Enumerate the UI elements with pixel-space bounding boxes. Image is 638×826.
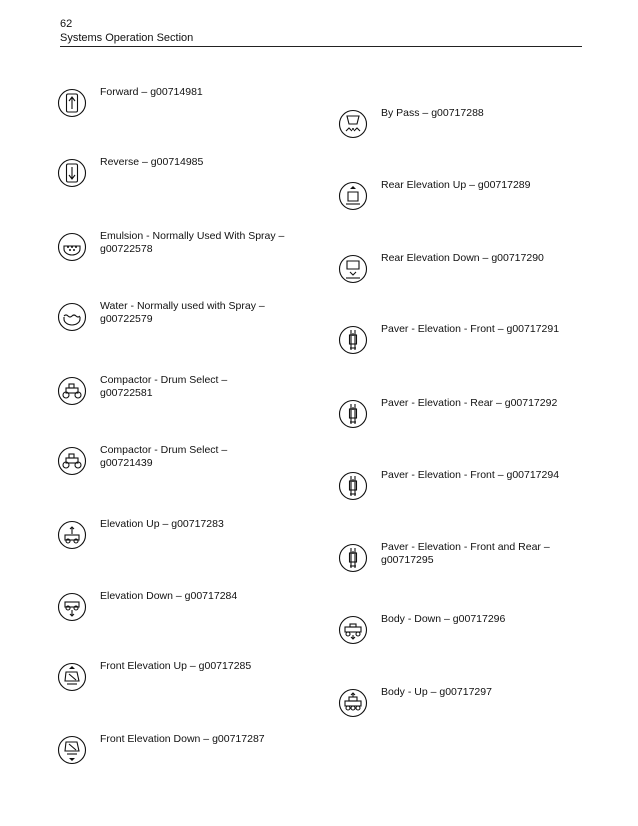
caption-separator: – <box>275 230 285 242</box>
caption-ref: g00717285 <box>198 660 252 672</box>
caption-ref: g00717296 <box>452 613 506 625</box>
caption-ref: g00717290 <box>491 252 544 264</box>
symbol-caption-compactor-drum-select <box>100 444 227 470</box>
caption-separator: – <box>186 660 199 672</box>
caption-ref: g00722579 <box>100 313 153 325</box>
symbol-caption-paver-elevation-front-and-rear <box>381 541 550 567</box>
symbol-caption-paver-elevation-front <box>381 323 559 336</box>
caption-separator: – <box>466 179 478 191</box>
caption-ref: g00717292 <box>504 397 558 409</box>
rear-elevation-down-icon <box>338 254 368 284</box>
paver-elevation-icon <box>338 325 368 355</box>
elevation-up-icon <box>57 520 87 550</box>
symbol-caption-elevation-up <box>100 518 224 531</box>
paver-elevation-icon <box>338 399 368 429</box>
caption-text: Paver - Elevation - Front <box>381 469 495 481</box>
compactor-drum-icon <box>57 376 87 406</box>
caption-text: Body - Down <box>381 613 442 625</box>
caption-separator: – <box>172 590 185 602</box>
caption-ref: g00717294 <box>506 469 560 481</box>
body-up-icon <box>338 688 368 718</box>
compactor-drum-icon <box>57 446 87 476</box>
caption-text: Rear Elevation Down <box>381 252 480 264</box>
caption-ref: g00717295 <box>381 554 434 566</box>
elevation-down-icon <box>57 592 87 622</box>
symbol-caption-paver-elevation-front <box>381 469 559 482</box>
body-down-icon <box>338 615 368 645</box>
caption-ref: g00717291 <box>506 323 560 335</box>
header-rule <box>60 46 582 47</box>
caption-text: Body - Up <box>381 686 428 698</box>
caption-separator: – <box>493 397 505 409</box>
caption-text: Rear Elevation Up <box>381 179 467 191</box>
caption-ref: g00721439 <box>100 457 153 469</box>
caption-text: Paver - Elevation - Rear <box>381 397 494 409</box>
symbol-caption-front-elevation-down <box>100 733 265 746</box>
caption-text: Compactor - Drum Select <box>100 374 219 386</box>
symbol-caption-reverse <box>100 156 203 169</box>
caption-ref: g00717283 <box>171 518 224 530</box>
caption-separator: – <box>218 374 228 386</box>
caption-separator: – <box>419 107 432 119</box>
caption-separator: – <box>139 156 151 168</box>
forward-arrow-icon <box>57 88 87 118</box>
caption-text: Elevation Up <box>100 518 160 530</box>
symbol-caption-front-elevation-up <box>100 660 251 673</box>
caption-ref: g00722581 <box>100 387 153 399</box>
caption-separator: – <box>159 518 172 530</box>
caption-separator: – <box>494 323 507 335</box>
caption-text: Water - Normally used with Spray <box>100 300 256 312</box>
symbol-caption-rear-elevation-down <box>381 252 544 265</box>
symbol-caption-body-up <box>381 686 492 699</box>
page-header <box>60 17 193 45</box>
symbol-caption-emulsion-normally-used-with-spray <box>100 230 284 256</box>
symbol-caption-paver-elevation-rear <box>381 397 557 410</box>
caption-text: Front Elevation Up <box>100 660 187 672</box>
front-elevation-down-icon <box>57 735 87 765</box>
rear-elevation-up-icon <box>338 181 368 211</box>
symbol-caption-forward <box>100 86 203 99</box>
caption-ref: g00717287 <box>212 733 265 745</box>
symbol-caption-water-normally-used-with-spray <box>100 300 265 326</box>
caption-separator: – <box>200 733 213 745</box>
symbol-caption-elevation-down <box>100 590 237 603</box>
caption-separator: – <box>494 469 507 481</box>
caption-ref: g00717297 <box>439 686 492 698</box>
caption-text: Compactor - Drum Select <box>100 444 219 456</box>
symbol-caption-compactor-drum-select <box>100 374 227 400</box>
caption-ref: g00717289 <box>477 179 531 191</box>
caption-ref: g00717284 <box>184 590 238 602</box>
caption-ref: g00722578 <box>100 243 153 255</box>
caption-text: Elevation Down <box>100 590 173 602</box>
symbol-caption-by-pass <box>381 107 484 120</box>
bypass-icon <box>338 109 368 139</box>
symbol-caption-body-down <box>381 613 505 626</box>
symbol-caption-rear-elevation-up <box>381 179 530 192</box>
caption-ref: g00714985 <box>150 156 204 168</box>
section-title: Systems Operation Section <box>60 32 194 44</box>
reverse-arrow-icon <box>57 158 87 188</box>
caption-text: Reverse <box>100 156 140 168</box>
front-elevation-up-icon <box>57 662 87 692</box>
caption-ref: g00717288 <box>431 107 484 119</box>
caption-separator: – <box>540 541 550 553</box>
caption-separator: – <box>427 686 440 698</box>
caption-text: Emulsion - Normally Used With Spray <box>100 230 276 242</box>
caption-separator: – <box>218 444 228 456</box>
caption-ref: g00714981 <box>150 86 203 98</box>
emulsion-icon <box>57 232 87 262</box>
caption-text: Paver - Elevation - Front and Rear <box>381 541 541 553</box>
paver-elevation-icon <box>338 471 368 501</box>
paver-elevation-icon <box>338 543 368 573</box>
caption-separator: – <box>441 613 453 625</box>
caption-text: Paver - Elevation - Front <box>381 323 495 335</box>
water-icon <box>57 302 87 332</box>
caption-separator: – <box>256 300 265 312</box>
caption-separator: – <box>138 86 151 98</box>
caption-text: Forward <box>100 86 139 98</box>
page-number: 62 <box>60 18 73 30</box>
caption-separator: – <box>479 252 492 264</box>
caption-text: Front Elevation Down <box>100 733 201 745</box>
caption-text: By Pass <box>381 107 420 119</box>
